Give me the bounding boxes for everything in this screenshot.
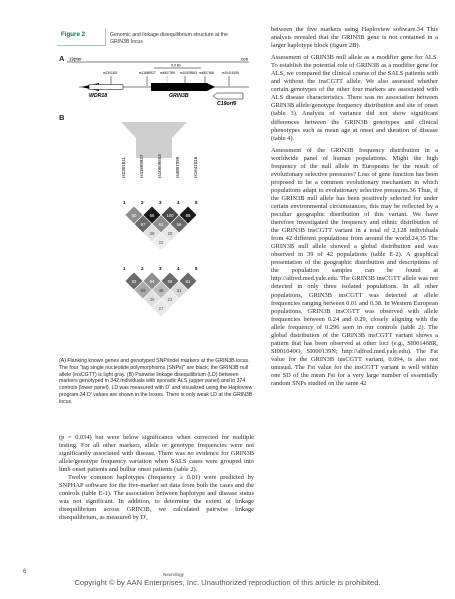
panel-b-ld-plot: [59, 118, 254, 354]
svg-text:rs10509553: rs10509553: [157, 154, 162, 178]
paragraph: Assessment of GRIN3B null allele as a modifier gene for ALS. To establish the potential role of GRIN3B as a modifier gene for ALS, we compared the clinical course of the SALS patients with and without the insCGTT allele. We also assessed whether certain genotypes of the other four markers are associated with ALS disease characteristics. There was no association between GRIN3B allele/genotype frequency distribution and site of onset (table 3). Analysis of variance did not show significant differences between the GRIN3B genotypes and clinical phenotypes such as mean age at onset and duration of disease (table 4).: [271, 54, 438, 142]
svg-text:2: 2: [141, 266, 144, 271]
snp-label: rs11669927: [139, 71, 156, 75]
paragraph: Assessment of the GRIN3B frequency distribution in a worldwide panel of human populations. Might the high frequency of the null allele in Europeans be the result of evolutionary selective pressures? Loss of gene function has been proposed to be a common evolutionary mechanism in which populations adapt to evolutionary selective pressures.36 Thus, if the GRIN3B null allele has been positively selected for under certain environmental circumstances, this may be reflected by a peculiar geographic distribution of this variant. We have therefore investigated the frequency and ethnic distribution of the GRIN3B insCGTT variant in a total of 2,128 individuals from 42 different populations from around the world.24,35 The GRIN3B null allele showed a global distribution and was observed in 39 of 42 populations (table E-2). A graphical presentation of the geographic distribution and descriptions of the population samples can be found at http://alfred.med.yale.edu. The GRIN3B insCGTT allele was not detected in only three isolated populations. In all other populations, GRIN3B insCGTT was detected at allele frequencies ranging between 0.01 and 0.38. In Western European populations, GRIN3B insCGTT was observed with allele frequencies between 0.24 and 0.29, closely aligning with the allele frequency of 0.296 seen in our controls (table 2). The global distribution of the GRIN3B insCGTT variant shows a pattern that has been observed at other loci (e.g., SI001468R, SI001049O, SI000139N; http://alfred.med.yale.edu). The Fst value for the GRIN3B insCGTT variant, 0.094, is also not unusual. The Fst value for the insCGTT variant is well within one SD of the mean Fst for a very large number of essentially random SNPs studied on the same 42: [271, 146, 438, 388]
c19orf6-arrow: [213, 93, 243, 99]
svg-text:82: 82: [131, 279, 137, 284]
ld-connector-top: [121, 122, 187, 138]
svg-text:27: 27: [158, 306, 164, 311]
journal-name: Neurology: [163, 572, 184, 577]
svg-text:22: 22: [167, 297, 173, 302]
svg-text:39: 39: [149, 297, 155, 302]
gene-label: C19orf6: [217, 101, 237, 107]
figure-title: Genomic and linkage disequilibrium structure at the GRIN3B locus: [110, 32, 228, 45]
svg-text:39: 39: [149, 231, 155, 236]
svg-text:5: 5: [195, 200, 198, 205]
svg-text:3: 3: [159, 266, 162, 271]
paragraph: (p = 0.034) but were below significance when corrected for multiple testing. For all other markers, allele or genotype frequencies were not significantly associated with disease. There was no evidence for GRIN3B allele/genotype frequency variation when SALS cases were grouped into limb onset patients and bulbar onset patients (table 2).: [59, 434, 254, 474]
svg-text:52: 52: [158, 222, 164, 227]
snp-label: rs4807406: [199, 71, 215, 75]
figure-header: [57, 28, 242, 48]
panel-a-gene-map: [59, 56, 254, 112]
svg-text:31: 31: [176, 288, 182, 293]
svg-text:3: 3: [159, 200, 162, 205]
svg-text:rs4807399: rs4807399: [175, 156, 180, 178]
snp-label: rs2301811: [103, 71, 118, 75]
svg-text:28: 28: [167, 231, 173, 236]
svg-text:rs11669927: rs11669927: [139, 154, 144, 178]
right-column: [271, 26, 438, 388]
svg-text:56: 56: [176, 222, 182, 227]
svg-text:4: 4: [177, 266, 180, 271]
grin3b-arrow: [151, 83, 215, 91]
paragraph: Twelve common haplotypes (frequency ≥ 0.01) were predicted by SNPHAP software for the five-marker set data from both the cases and the controls (table E-1). The association between haplotype and disease status was not significant. In addition, to determine the extent of linkage disequilibrium across GRIN3B, we calculated pairwise linkage disequilibrium, as measured by D',: [59, 474, 254, 522]
snp-label: rs10416196: [222, 71, 239, 75]
svg-text:60: 60: [140, 288, 146, 293]
svg-text:66: 66: [167, 279, 173, 284]
chr-label: 19pter: [69, 56, 82, 62]
svg-text:rs2301811: rs2301811: [121, 157, 126, 178]
page-number: 6: [23, 569, 27, 575]
ld-top-index: [123, 200, 198, 205]
svg-text:49: 49: [158, 288, 164, 293]
svg-text:5: 5: [195, 266, 198, 271]
panel-a-label: A: [59, 54, 65, 63]
panel-b-label: B: [59, 113, 65, 122]
snp-label: rs10509553: [180, 71, 197, 75]
svg-text:4: 4: [177, 200, 180, 205]
ld-snp-labels: [121, 154, 198, 178]
svg-text:61: 61: [185, 279, 191, 284]
left-column: [59, 434, 254, 523]
svg-text:97: 97: [140, 222, 146, 227]
copyright-notice: Copyright © by AAN Enterprises, Inc. Unauthorized reproduction of this article is prohibited.: [74, 578, 381, 587]
svg-text:2: 2: [141, 200, 144, 205]
svg-text:1: 1: [123, 200, 126, 205]
svg-text:88: 88: [185, 213, 191, 218]
figure-caption: (A) Flanking known genes and genotyped SNP/indel markers at the GRIN3B locus. The four "tag single nucleotide polymorphisms (SNPs)" are black; the GRIN3B null allele (insCGTT) is light gray. (B) Pairwise linkage disequilibrium (LD) between markers genotyped in 342 individuals with sporadic ALS (upper panel) and in 374 controls (lower panel). LD was measured with D' and visualized using the Haploview program.34 D' values are shown in the boxes. There is only weak LD at the GRIN3B locus.: [59, 358, 253, 405]
svg-text:64: 64: [149, 279, 155, 284]
svg-text:100: 100: [166, 213, 174, 218]
svg-text:80: 80: [131, 213, 137, 218]
snp-label: rs4807399: [160, 71, 176, 75]
svg-text:66: 66: [149, 213, 155, 218]
ld-bottom-index: [123, 266, 198, 271]
svg-text:1: 1: [123, 266, 126, 271]
scale-label: 9.3 kb: [171, 63, 181, 68]
cen-label: cen: [241, 56, 249, 62]
svg-text:rs1641016: rs1641016: [193, 156, 198, 178]
paragraph: between the five markers using Haploview software.34 This analysis revealed that the GRIN3B gene is not contained in a larger haplotype block (figure 2B).: [271, 26, 438, 50]
svg-text:22: 22: [158, 240, 164, 245]
gene-label: WDR18: [89, 93, 108, 99]
figure-label: Figure 2: [61, 31, 86, 38]
gene-label: GRIN3B: [169, 93, 189, 99]
